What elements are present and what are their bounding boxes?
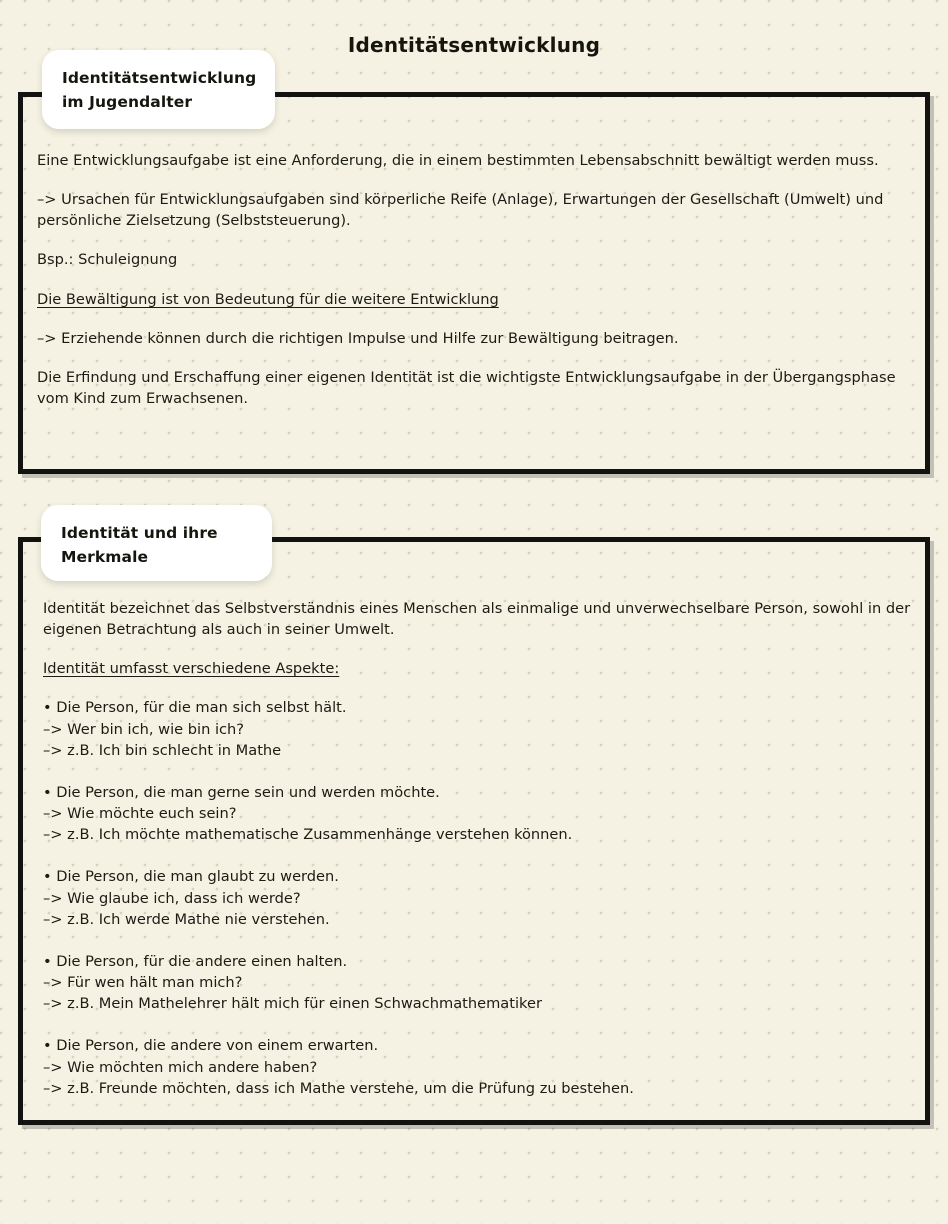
bullet-group	[43, 1035, 911, 1098]
card-label-identitaet-merkmale	[41, 505, 272, 581]
bullet-group	[43, 782, 911, 845]
body-heading-wrap	[37, 289, 913, 310]
bullet-subline: –> z.B. Mein Mathelehrer hält mich für einen Schwachmathematiker	[43, 995, 542, 1013]
body-heading: Identität umfasst verschiedene Aspekte:	[43, 660, 340, 678]
bullet-item: • Die Person, für die andere einen halten.	[43, 952, 348, 970]
bullet-subline: –> Für wen hält man mich?	[43, 974, 243, 992]
card-label-line: Merkmale	[61, 548, 149, 567]
bullet-subline: –> Wie glaube ich, dass ich werde?	[43, 889, 301, 907]
bullet-item: • Die Person, die man glaubt zu werden.	[43, 868, 339, 886]
body-paragraph: Bsp.: Schuleignung	[37, 251, 178, 269]
page-title: Identitätsentwicklung	[347, 33, 601, 58]
card-body-identitaet-merkmale	[43, 598, 911, 1099]
bullet-item: • Die Person, die andere von einem erwarten.	[43, 1037, 379, 1055]
body-paragraph: –> Ursachen für Entwicklungsaufgaben sind körperliche Reife (Anlage), Erwartungen der Gesellschaft (Umwelt) und persönliche Zielsetzung (Selbststeuerung).	[37, 191, 884, 230]
body-paragraph: Die Erfindung und Erschaffung einer eigenen Identität ist die wichtigste Entwicklungsaufgabe in der Übergangsphase vom Kind zum Erwachsenen.	[37, 368, 896, 408]
card-label-line: Identität und ihre	[61, 524, 218, 542]
bullet-group	[43, 866, 911, 929]
card-label-line: im Jugendalter	[62, 93, 193, 112]
bullet-item: • Die Person, für die man sich selbst hält.	[43, 699, 347, 717]
card-body-identitaetsentwicklung	[37, 150, 913, 409]
bullet-subline: –> z.B. Ich bin schlecht in Mathe	[43, 741, 282, 759]
bullet-item: • Die Person, die man gerne sein und werden möchte.	[43, 783, 440, 801]
bullet-subline: –> Wie möchten mich andere haben?	[43, 1058, 318, 1076]
bullet-subline: –> z.B. Ich werde Mathe nie verstehen.	[43, 910, 330, 928]
card-label-line: Identitätsentwicklung	[62, 69, 257, 87]
bullet-subline: –> z.B. Ich möchte mathematische Zusammenhänge verstehen können.	[43, 826, 573, 844]
body-paragraph: Identität bezeichnet das Selbstverständnis eines Menschen als einmalige und unverwechselbare Person, sowohl in der eigenen Betrachtung als auch in seiner Umwelt.	[43, 600, 911, 639]
body-paragraph: Eine Entwicklungsaufgabe ist eine Anforderung, die in einem bestimmten Lebensabschnitt bewältigt werden muss.	[37, 152, 879, 169]
body-heading-wrap	[43, 658, 911, 679]
bullet-group	[43, 697, 911, 760]
bullet-subline: –> Wer bin ich, wie bin ich?	[43, 720, 245, 738]
body-heading: Die Bewältigung ist von Bedeutung für die weitere Entwicklung	[37, 290, 499, 308]
bullet-group	[43, 951, 911, 1014]
body-paragraph: –> Erziehende können durch die richtigen Impulse und Hilfe zur Bewältigung beitragen.	[37, 329, 679, 347]
bullet-subline: –> Wie möchte euch sein?	[43, 805, 237, 823]
bullet-subline: –> z.B. Freunde möchten, dass ich Mathe verstehe, um die Prüfung zu bestehen.	[43, 1079, 634, 1097]
card-label-identitaetsentwicklung	[42, 50, 275, 129]
